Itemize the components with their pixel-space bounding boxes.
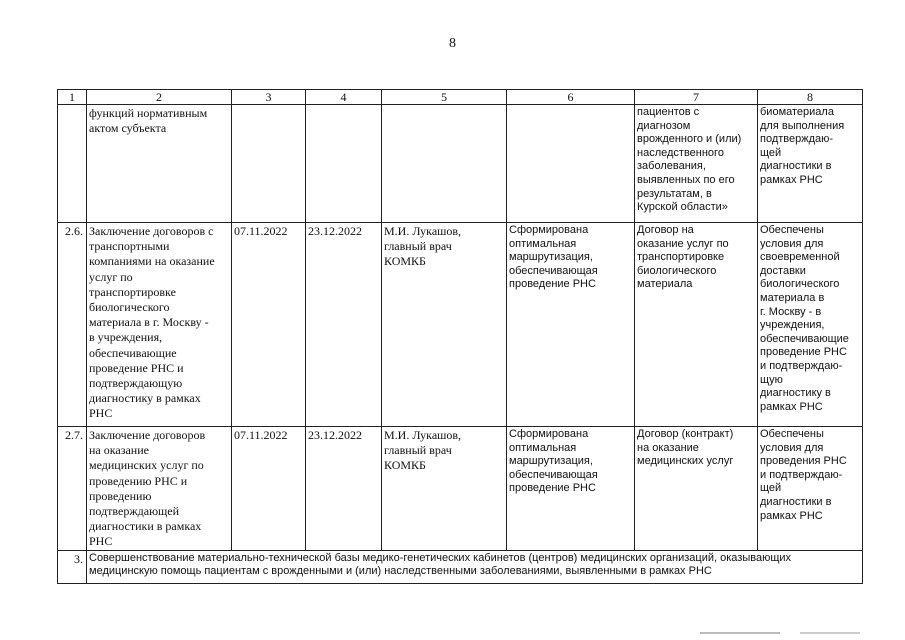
measure-cell: функций нормативным актом субъекта <box>87 105 232 223</box>
measure-cell: Заключение договоров с транспортными компаниями на оказание услуг по транспортировке биологического материала в г. Москву - в учреждения, обеспечивающие проведение РНС и подтверждающую диагностику в рамках РНС <box>87 223 232 427</box>
result-cell: Сформирована оптимальная маршрутизация, обеспечивающая проведение РНС <box>507 427 635 551</box>
column-number-6: 6 <box>507 90 635 105</box>
column-number-3: 3 <box>232 90 306 105</box>
column-number-2: 2 <box>87 90 232 105</box>
action-plan-table <box>57 89 863 584</box>
responsible-cell <box>382 105 507 223</box>
section-row-3 <box>58 550 863 583</box>
row-number-cell: 2.7. <box>58 427 87 551</box>
column-number-1: 1 <box>58 90 87 105</box>
scan-artifact <box>800 632 860 634</box>
table-row-2-7 <box>58 427 863 551</box>
document-cell: Договор на оказание услуг по транспортировке биологического материала <box>635 223 758 427</box>
start-date-cell: 07.11.2022 <box>232 223 306 427</box>
measure-cell: Заключение договоров на оказание медицинских услуг по проведению РНС и проведению подтверждающей диагностики в рамках РНС <box>87 427 232 551</box>
section-title-cell: Совершенствование материально-технической базы медико-генетических кабинетов (центров) медицинских организаций, оказывающих медицинскую помощь пациентам с врожденными и (или) наследственными заболеваниями, выявленными в рамках РНС <box>87 550 863 583</box>
result-cell <box>507 105 635 223</box>
table-row-2-6 <box>58 223 863 427</box>
responsible-cell: М.И. Лукашов, главный врач КОМКБ <box>382 427 507 551</box>
end-date-cell <box>306 105 382 223</box>
document-cell: Договор (контракт) на оказание медицинских услуг <box>635 427 758 551</box>
column-number-7: 7 <box>635 90 758 105</box>
responsible-cell: М.И. Лукашов, главный врач КОМКБ <box>382 223 507 427</box>
end-date-cell: 23.12.2022 <box>306 223 382 427</box>
start-date-cell <box>232 105 306 223</box>
effect-cell: Обеспечены условия для своевременной доставки биологического материала в г. Москву - в учреждения, обеспечивающие проведение РНС и подтверждаю- щую диагностику в рамках РНС <box>758 223 863 427</box>
result-cell: Сформирована оптимальная маршрутизация, обеспечивающая проведение РНС <box>507 223 635 427</box>
row-number-cell <box>58 105 87 223</box>
column-number-5: 5 <box>382 90 507 105</box>
document-cell: пациентов с диагнозом врожденного и (или) наследственного заболевания, выявленных по его результатам, в Курской области» <box>635 105 758 223</box>
section-number-cell: 3. <box>58 550 87 583</box>
column-number-header-row <box>58 90 863 105</box>
effect-cell: Обеспечены условия для проведения РНС и подтверждаю- щей диагностики в рамках РНС <box>758 427 863 551</box>
column-number-8: 8 <box>758 90 863 105</box>
end-date-cell: 23.12.2022 <box>306 427 382 551</box>
page-number: 8 <box>449 36 456 51</box>
row-number-cell: 2.6. <box>58 223 87 427</box>
start-date-cell: 07.11.2022 <box>232 427 306 551</box>
table-row-continued <box>58 105 863 223</box>
column-number-4: 4 <box>306 90 382 105</box>
effect-cell: биоматериала для выполнения подтверждаю- щей диагностики в рамках РНС <box>758 105 863 223</box>
scan-artifact <box>700 632 780 634</box>
